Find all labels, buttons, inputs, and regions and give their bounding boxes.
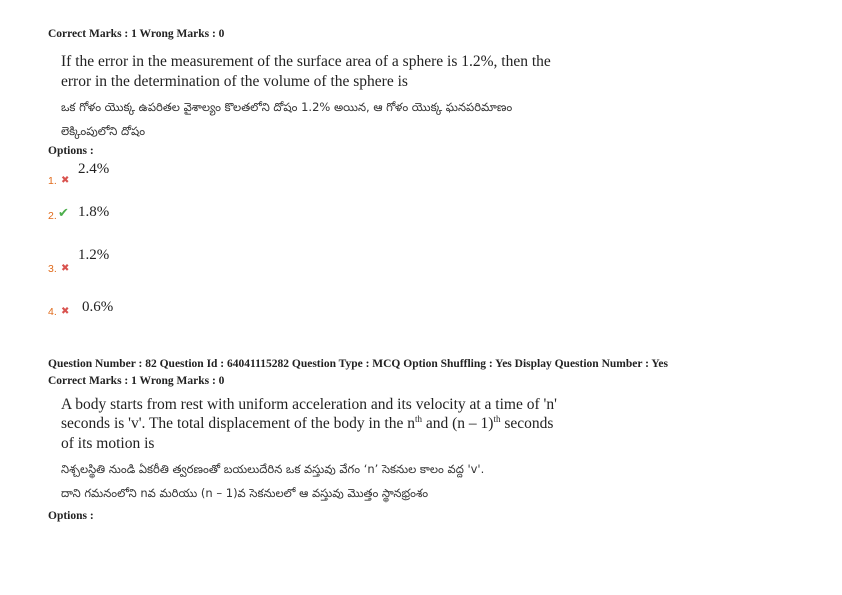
q82-header: Question Number : 82 Question Id : 64041115282 Question Type : MCQ Option Shuffling : Yes Display Question Number : Yes xyxy=(48,358,669,370)
q82-text-line-2-c: seconds xyxy=(500,415,554,432)
q82-text-line-2-b: and (n – 1) xyxy=(422,415,494,432)
q82-text-line-1: A body starts from rest with uniform acceleration and its velocity at a time of 'n' xyxy=(61,396,557,413)
q82-superscript-th-2: th xyxy=(493,413,501,424)
wrong-icon: ✖ xyxy=(61,263,70,274)
option-value: 0.6% xyxy=(82,299,114,315)
q81-options-label: Options : xyxy=(48,145,94,157)
q82-superscript-th-1: th xyxy=(414,413,422,424)
option-number: 4. xyxy=(48,306,57,318)
q82-telugu-line-1: నిశ్చలస్థితి నుండి ఏకరీతి త్వరణంతో బయలుదేరిన ఒక వస్తువు వేగం ‘n’ సెకనుల కాలం వద్ద 'v'. xyxy=(61,462,485,476)
option-value: 2.4% xyxy=(78,161,110,177)
check-icon: ✔ xyxy=(58,206,69,221)
q82-text-line-3: of its motion is xyxy=(61,435,155,452)
q82-telugu-line-2: దాని గమనంలోని nవ మరియు (n – 1)వ సెకనులలో ఆ వస్తువు మొత్తం స్థానభ్రంశం xyxy=(61,486,429,500)
q82-text-line-2-a: seconds is 'v'. The total displacement of the body in the n xyxy=(61,415,415,432)
option-value: 1.2% xyxy=(78,247,110,263)
q81-marks: Correct Marks : 1 Wrong Marks : 0 xyxy=(48,28,225,40)
q82-options-label: Options : xyxy=(48,510,94,522)
wrong-icon: ✖ xyxy=(61,175,70,186)
option-value: 1.8% xyxy=(78,204,110,220)
q82-text-line-2 xyxy=(61,414,553,434)
q81-telugu-line-1: ఒక గోళం యొక్క ఉపరితల వైశాల్యం కొలతలోని దోషం 1.2% అయిన, ఆ గోళం యొక్క ఘనపరిమాణం xyxy=(61,100,513,114)
q81-telugu-line-2: లెక్కింపులోని దోషం xyxy=(61,124,146,138)
option-number: 1. xyxy=(48,175,57,187)
option-number: 2. xyxy=(48,210,57,222)
wrong-icon: ✖ xyxy=(61,306,70,317)
q82-marks: Correct Marks : 1 Wrong Marks : 0 xyxy=(48,375,225,387)
option-number: 3. xyxy=(48,263,57,275)
q81-text-line-1: If the error in the measurement of the surface area of a sphere is 1.2%, then the xyxy=(61,53,551,70)
q81-text-line-2: error in the determination of the volume of the sphere is xyxy=(61,73,408,90)
